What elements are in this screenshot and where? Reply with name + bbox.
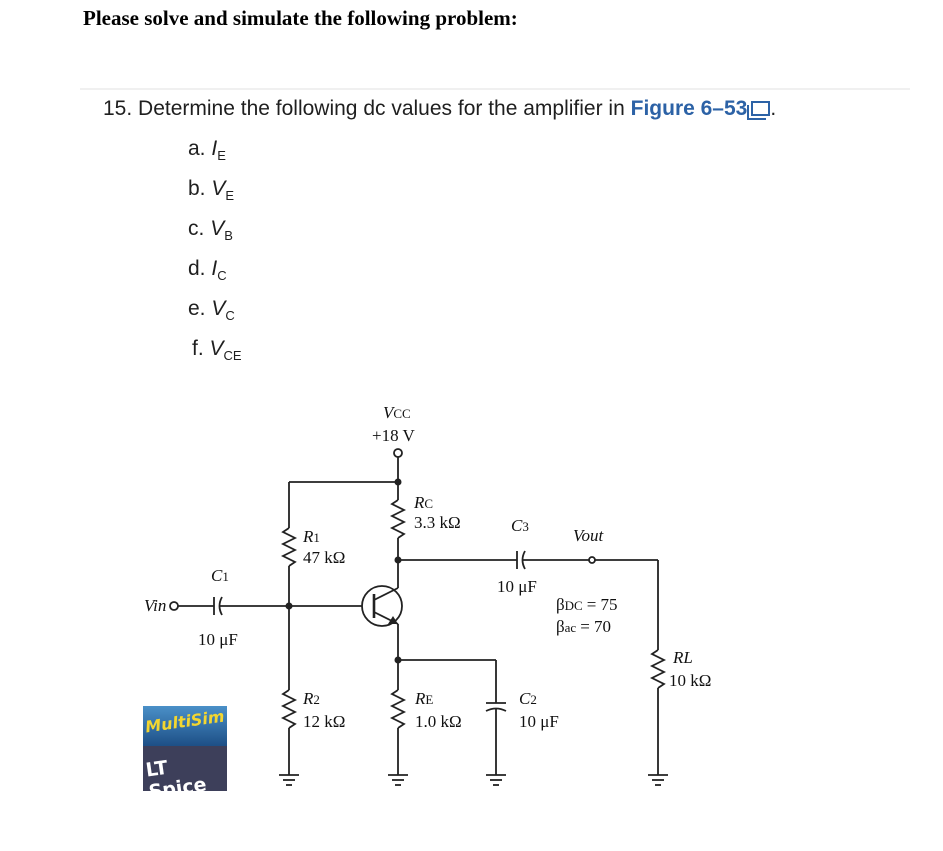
part-variable: V [210,217,225,240]
c3-label: C3 [511,516,529,535]
part-letter: e. [188,297,206,320]
vcc-value: +18 V [372,426,415,445]
re-label: RE [415,689,434,708]
rc-label: RC [414,493,434,512]
r2-value: 12 kΩ [303,712,346,731]
figure-link[interactable]: Figure 6–53 [630,97,748,120]
c2-label: C2 [519,689,537,708]
vcc-label: VCC [383,403,411,422]
junction-dot [395,479,402,486]
rl-label: RL [673,648,693,667]
r2-label: R2 [303,689,320,708]
r1-label: R1 [303,527,320,546]
vin-label: Vin [144,596,167,615]
ground-c2 [486,775,506,785]
part-subscript: C [217,268,227,284]
part-letter: c. [188,217,205,240]
part-variable: V [211,177,226,200]
part-letter: d. [188,257,206,280]
resistor-re [392,690,404,728]
transistor-collector-lead [374,588,398,600]
part-variable: V [209,337,224,360]
ground-re [388,775,408,785]
part-subscript: E [225,188,235,204]
transistor-q1 [362,586,402,626]
c2-value: 10 μF [519,712,559,731]
part-subscript: CE [223,348,242,364]
part-subscript: C [225,308,235,324]
resistor-r2 [283,690,295,728]
part-subscript: B [224,228,233,244]
vout-label: Vout [573,526,604,545]
rc-value: 3.3 kΩ [414,513,461,532]
resistor-rl [652,650,664,688]
junction-dot [395,657,402,664]
ground-rl [648,775,668,785]
c1-label: C1 [211,566,229,585]
resistor-r1 [283,528,295,566]
part-variable: V [211,297,226,320]
logo-ltspice-text: LT Spice [144,756,208,804]
multisim-ltspice-logo [143,706,227,804]
beta-ac: βac = 70 [556,617,612,636]
part-letter: f. [192,337,204,360]
vcc-terminal [394,449,402,457]
vin-terminal [170,602,178,610]
junction-dot [286,603,293,610]
r1-value: 47 kΩ [303,548,346,567]
part-subscript: E [217,148,226,164]
problem-heading: Please solve and simulate the following problem: [83,6,518,30]
rl-value: 10 kΩ [669,671,712,690]
vout-terminal [589,557,595,563]
question-number: 15. [103,97,133,120]
c3-value: 10 μF [497,577,537,596]
part-letter: b. [188,177,206,200]
re-value: 1.0 kΩ [415,712,462,731]
part-letter: a. [188,137,206,160]
c1-value: 10 μF [198,630,238,649]
junction-dot [395,557,402,564]
resistor-rc [392,500,404,538]
logo-multisim-text: MultiSim [144,706,226,737]
part-variable: I [211,137,218,160]
ground-r2 [279,775,299,785]
beta-dc: βDC = 75 [556,595,618,614]
part-variable: I [211,257,218,280]
question-end: . [770,97,777,120]
question-text: Determine the following dc values for the amplifier in [138,97,625,120]
